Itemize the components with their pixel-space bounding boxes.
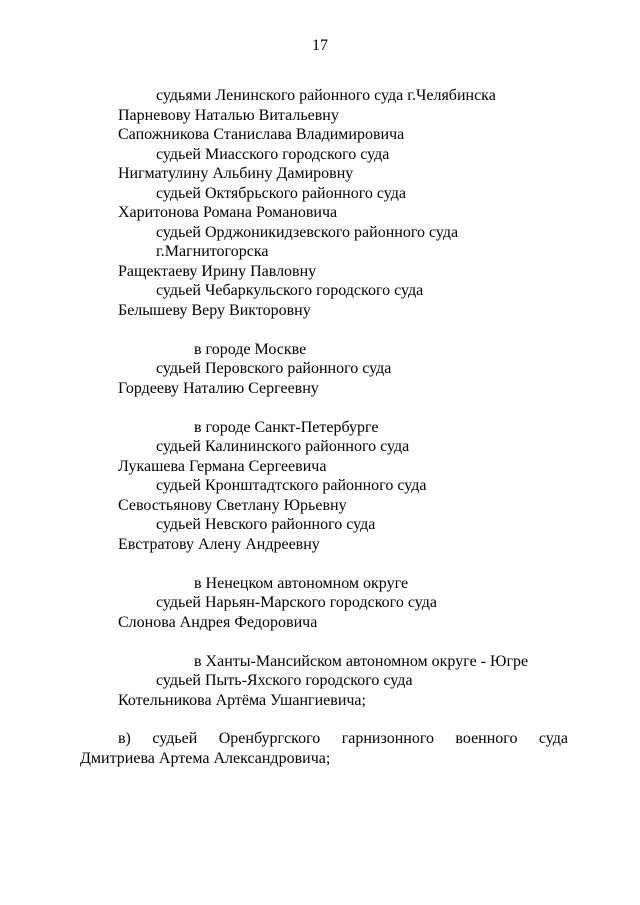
list-line: г.Магнитогорска — [156, 243, 269, 260]
list-line: Евстратову Алену Андреевну — [118, 535, 320, 553]
list-line: Харитонова Романа Романовича — [118, 204, 338, 221]
paragraph-v-first-line — [118, 729, 568, 749]
list-line: Слонова Андрея Федоровича — [118, 613, 318, 631]
list-line: судьей Невского районного суда — [156, 516, 376, 533]
list-line: судьей Миасского городского суда — [156, 145, 390, 163]
list-line: Сапожникова Станислава Владимировича — [118, 126, 405, 143]
page-number: 17 — [312, 37, 328, 54]
region-heading: в городе Санкт-Петербурге — [194, 418, 379, 436]
paragraph-word: Оренбургского — [218, 730, 321, 747]
list-line: судьей Орджоникидзевского районного суда — [156, 223, 459, 241]
region-heading: в Ненецком автономном округе — [194, 574, 409, 592]
list-line: Нигматулину Альбину Дамировну — [118, 165, 354, 182]
list-line: Гордееву Наталию Сергеевну — [118, 379, 319, 397]
list-line: Котельникова Артёма Ушангиевича; — [118, 691, 366, 709]
list-line: судьей Чебаркульского городского суда — [156, 282, 424, 299]
list-line: Парневову Наталью Витальевну — [118, 106, 339, 124]
list-line: судьей Кронштадтского районного суда — [156, 477, 427, 494]
list-line: судьей Нарьян-Марского городского суда — [156, 594, 437, 611]
paragraph-word: в) — [118, 730, 131, 747]
list-line: судьей Пыть-Яхского городского суда — [156, 672, 413, 689]
list-line: судьей Перовского районного суда — [156, 360, 392, 377]
list-line: Лукашева Германа Сергеевича — [118, 457, 327, 475]
paragraph-word: судьей — [152, 730, 198, 747]
region-heading: в городе Москве — [194, 340, 307, 358]
region-heading: в Ханты-Мансийском автономном округе - Югре — [194, 652, 529, 670]
list-line: судьей Калининского районного суда — [156, 438, 410, 455]
list-line: Ращектаеву Ирину Павловну — [118, 262, 317, 280]
list-line: Белышеву Веру Викторовну — [118, 301, 311, 319]
list-line: Севостьянову Светлану Юрьевну — [118, 496, 347, 514]
paragraph-word: гарнизонного — [341, 730, 434, 747]
paragraph-word: военного — [455, 730, 518, 747]
list-line: судьями Ленинского районного суда г.Челябинска — [156, 87, 496, 104]
paragraph-word: суда — [538, 730, 568, 747]
paragraph-v-continuation: Дмитриева Артема Александровича; — [80, 749, 331, 767]
list-line: судьей Октябрьского районного суда — [156, 184, 406, 202]
